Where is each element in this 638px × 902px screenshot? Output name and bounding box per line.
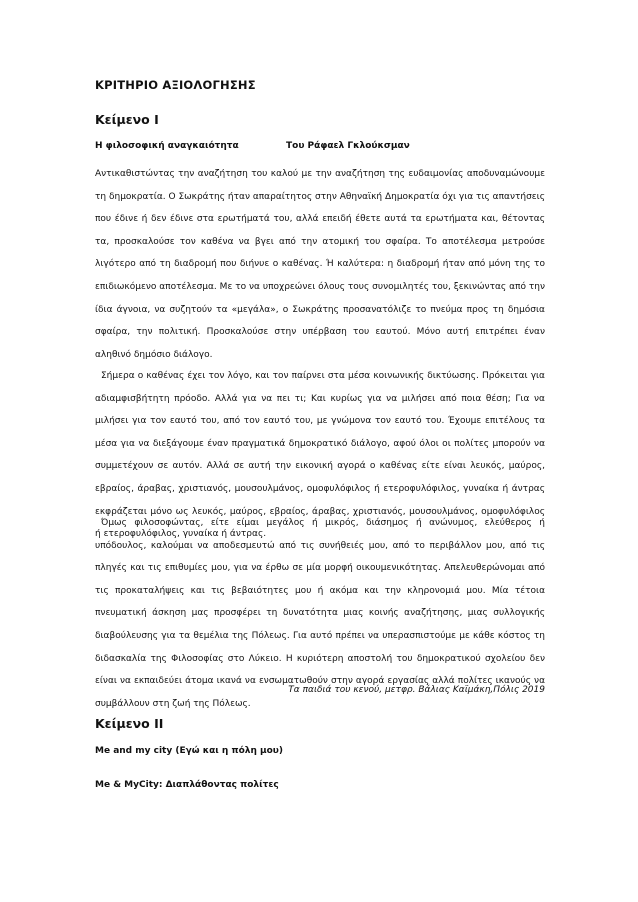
text1-subtitle: Η φιλοσοφική αναγκαιότητα <box>95 141 239 151</box>
text1-paragraph-2-text: Σήμερα ο καθένας έχει τον λόγο, και τον παίρνει στα μέσα κοινωνικής δικτύωσης. Πρόκειται για αδιαμφισβήτητη πρόοδο. Αλλά για να πει τι; Και κυρίως για να μιλήσει από ποια θέση; Για να μιλήσει για τον εαυτό του, από τον εαυτό του, με γνώμονα τον εαυτό του. Έχουμε επιτέλους τα μέσα για να διεξάγουμε έναν πραγματικά δημοκρατικό διάλογο, αφού όλοι οι πολίτες μπορούν να συμμετέχουν σε αυτόν. Αλλά σε αυτή την εικονική αγορά ο καθένας είτε είναι λευκός, μαύρος, εβραίος, άραβας, χριστιανός, μουσουλμάνος, ομοφυλόφιλος ή ετεροφυλόφιλος, γυναίκα ή άντρας εκφράζεται μόνο ως λευκός, μαύρος, εβραίος, άραβας, χριστιανός, μουσουλμάνος, ομοφυλόφιλος ή ετεροφυλόφιλος, γυναίκα ή άντρας. <box>95 371 545 540</box>
text1-paragraph-3-text: Όμως φιλοσοφώντας, είτε είμαι μεγάλος ή μικρός, διάσημος ή ανώνυμος, ελεύθερος ή υπόδουλος, καλούμαι να αποδεσμευτώ από τις συνήθειές μου, από το περιβάλλον μου, από τις πληγές και τις επιθυμίες μου, για να έρθω σε μία μορφή οικουμενικότητας. Απελευθερώνομαι από τις προκαταλήψεις και τις βεβαιότητες μου ή ακόμα και την κληρονομιά μου. Μία τέτοια πνευματική άσκηση μας προσφέρει τη δυνατότητα μιας κοινής αναζήτησης, μιας συλλογικής διαβούλευσης για τα θεμέλια της Πόλεως. Για αυτό πρέπει να υπερασπιστούμε με κάθε κόστος τη διδασκαλία της Φιλοσοφίας στο Λύκειο. Η κυριότερη αποστολή του δημοκρατικού σχολείου δεν είναι να εκπαιδεύει άτομα ικανά να ενσωματωθούν στην αγορά εργασίας αλλά πολίτες ικανούς να συμβάλλουν στη ζωή της Πόλεως. <box>95 518 545 709</box>
text2-heading: Κείμενο ΙΙ <box>95 716 164 731</box>
text2-line-1: Me and my city (Εγώ και η πόλη μου) <box>95 746 283 756</box>
text2-line-2: Me & MyCity: Διαπλάθοντας πολίτες <box>95 780 279 790</box>
text1-citation: Τα παιδιά του κενού, μετφρ. Βάλιας Καϊμάκη,Πόλις 2019 <box>288 685 545 695</box>
text1-author: Του Ράφαελ Γκλούκσμαν <box>286 141 410 151</box>
text1-subheading-row <box>95 141 545 151</box>
text1-heading: Κείμενο Ι <box>95 112 159 127</box>
text1-paragraph-1: Αντικαθιστώντας την αναζήτηση του καλού με την αναζήτηση της ευδαιμονίας αποδυναμώνουμε τη δημοκρατία. Ο Σωκράτης ήταν απαραίτητος στην Αθηναϊκή Δημοκρατία όχι για τις απαντήσεις που έδινε ή δεν έδινε στα ερωτήματά του, αλλά επειδή έθετε αυτά τα ερωτήματα και, θέτοντας τα, προσκαλούσε τον καθένα να βγει από την ατομική του σφαίρα. Το αποτέλεσμα μετρούσε λιγότερο από τη διαδρομή που διήνυε ο καθένας. Ή καλύτερα: η διαδρομή ήταν από μόνη της το επιδιωκόμενο αποτέλεσμα. Με το να υποχρεώνει όλους τους συνομιλητές του, ξεκινώντας από την ίδια άγνοια, να συζητούν τα «μεγάλα», ο Σωκράτης προσανατόλιζε το πνεύμα προς τη δημόσια σφαίρα, την πολιτική. Προσκαλούσε στην υπέρβαση του εαυτού. Μόνο αυτή επιτρέπει έναν αληθινό δημόσιο διάλογο. <box>95 169 545 360</box>
document-title: ΚΡΙΤΗΡΙΟ ΑΞΙΟΛΟΓΗΣΗΣ <box>95 78 256 92</box>
